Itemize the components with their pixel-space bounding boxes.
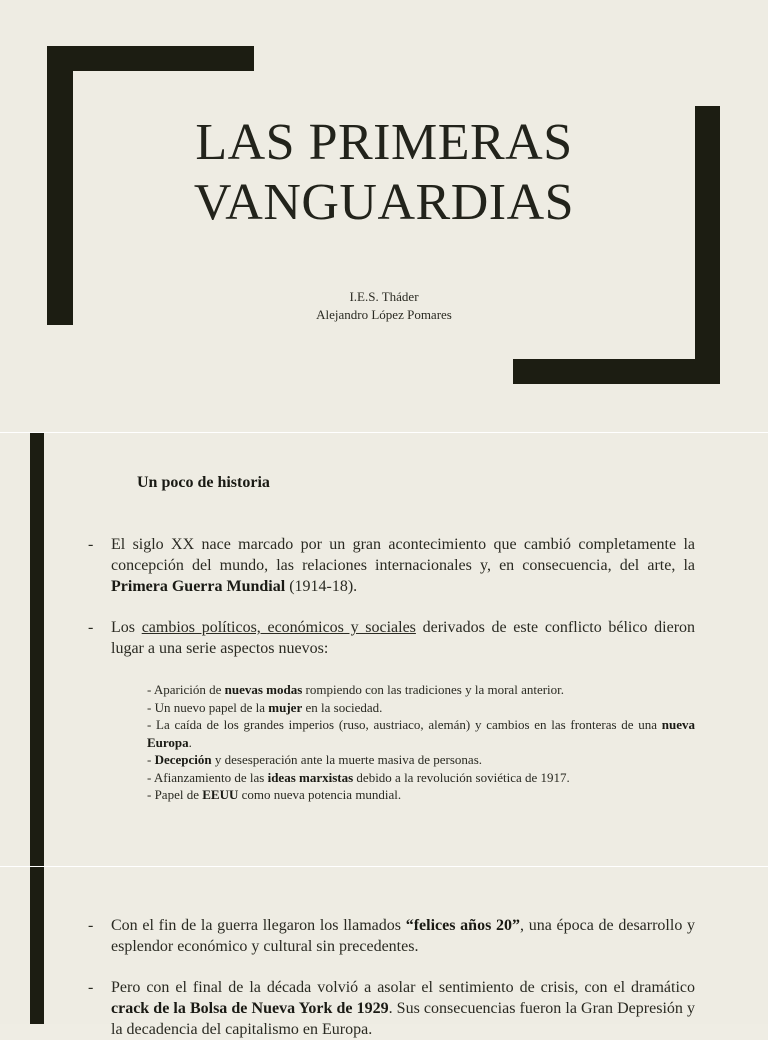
- bold-text: ideas marxistas: [267, 769, 354, 785]
- frame-corner-bottom-right-horizontal: [513, 359, 720, 384]
- bold-text: Decepción: [154, 752, 212, 767]
- text-span: como nueva potencia mundial.: [238, 787, 402, 802]
- section-heading: Un poco de historia: [137, 474, 270, 491]
- author-name: Alejandro López Pomares: [316, 307, 452, 322]
- slide-title: [0, 113, 768, 233]
- bullet-text: [111, 915, 695, 957]
- title-line-2: VANGUARDIAS: [193, 174, 575, 231]
- underlined-text: cambios políticos, económicos y sociales: [141, 619, 416, 636]
- text-span: .: [188, 734, 192, 750]
- text-span: rompiendo con las tradiciones y la moral anterior.: [302, 682, 565, 697]
- sub-list-item: [147, 769, 695, 787]
- text-span: - Un nuevo papel de la: [147, 699, 269, 715]
- text-span: (1914-18).: [285, 578, 358, 595]
- text-span: El siglo XX nace marcado por un gran acontecimiento que cambió completamente la concepción del mundo, las relaciones internacionales y, en consecuencia, del arte, la: [111, 536, 695, 574]
- sub-list-item: [147, 751, 695, 769]
- title-slide: [0, 0, 768, 432]
- text-span: - La caída de los grandes imperios (ruso, austriaco, alemán) y cambios en las fronteras de una: [147, 717, 662, 732]
- text-span: debido a la revolución soviética de 1917.: [353, 769, 570, 785]
- text-span: Los: [111, 619, 142, 636]
- text-span: y desesperación ante la muerte masiva de personas.: [211, 752, 483, 767]
- left-accent-bar: [30, 433, 44, 866]
- text-span: derivados de este conflicto bélico dieron lugar a una serie aspectos nuevos:: [111, 619, 696, 657]
- frame-corner-top-left-horizontal: [47, 46, 254, 71]
- text-span: - Papel de: [147, 787, 203, 802]
- bullet-text: [111, 977, 695, 1040]
- text-span: Con el fin de la guerra llegaron los llamados: [111, 917, 406, 934]
- sub-list-item: [147, 681, 695, 699]
- sub-list: [147, 681, 695, 804]
- text-span: . Sus consecuencias fueron la Gran Depresión y la decadencia del capitalismo en Europa.: [111, 1000, 695, 1038]
- bullet-dash: -: [88, 917, 94, 934]
- bullet-dash: -: [88, 536, 94, 553]
- text-span: , una época de desarrollo y esplendor económico y cultural sin precedentes.: [111, 917, 696, 955]
- text-span: - Afianzamiento de las: [147, 769, 268, 785]
- text-span: - Aparición de: [147, 682, 225, 697]
- bullet-dash: -: [88, 619, 94, 636]
- sub-list-item: [147, 699, 695, 717]
- school-name: I.E.S. Tháder: [349, 289, 419, 304]
- bold-text: crack de la Bolsa de Nueva York de 1929: [111, 1000, 389, 1017]
- sub-list-item: [147, 716, 695, 751]
- bold-text: nuevas modas: [224, 682, 303, 697]
- text-span: Pero con el final de la década volvió a asolar el sentimiento de crisis, con el dramático: [111, 979, 695, 996]
- text-span: -: [147, 752, 155, 767]
- bold-text: “felices años 20”: [405, 917, 521, 934]
- bold-text: nueva Europa: [147, 717, 695, 750]
- bold-text: EEUU: [202, 787, 239, 802]
- sub-list-item: [147, 786, 695, 804]
- bold-text: Primera Guerra Mundial: [111, 578, 286, 595]
- bullet-text: [111, 617, 695, 659]
- slide-subtitle: [0, 288, 768, 324]
- text-span: en la sociedad.: [302, 699, 383, 715]
- bullet-changes: [88, 617, 695, 659]
- left-accent-bar: [30, 867, 44, 1024]
- title-line-1: LAS PRIMERAS: [195, 114, 573, 171]
- bullet-roaring-twenties: [88, 915, 695, 957]
- bullet-text: [111, 534, 695, 597]
- bullet-dash: -: [88, 979, 94, 996]
- bold-text: mujer: [268, 699, 303, 715]
- bullet-crack-1929: [88, 977, 695, 1040]
- bullet-world-war: [88, 534, 695, 597]
